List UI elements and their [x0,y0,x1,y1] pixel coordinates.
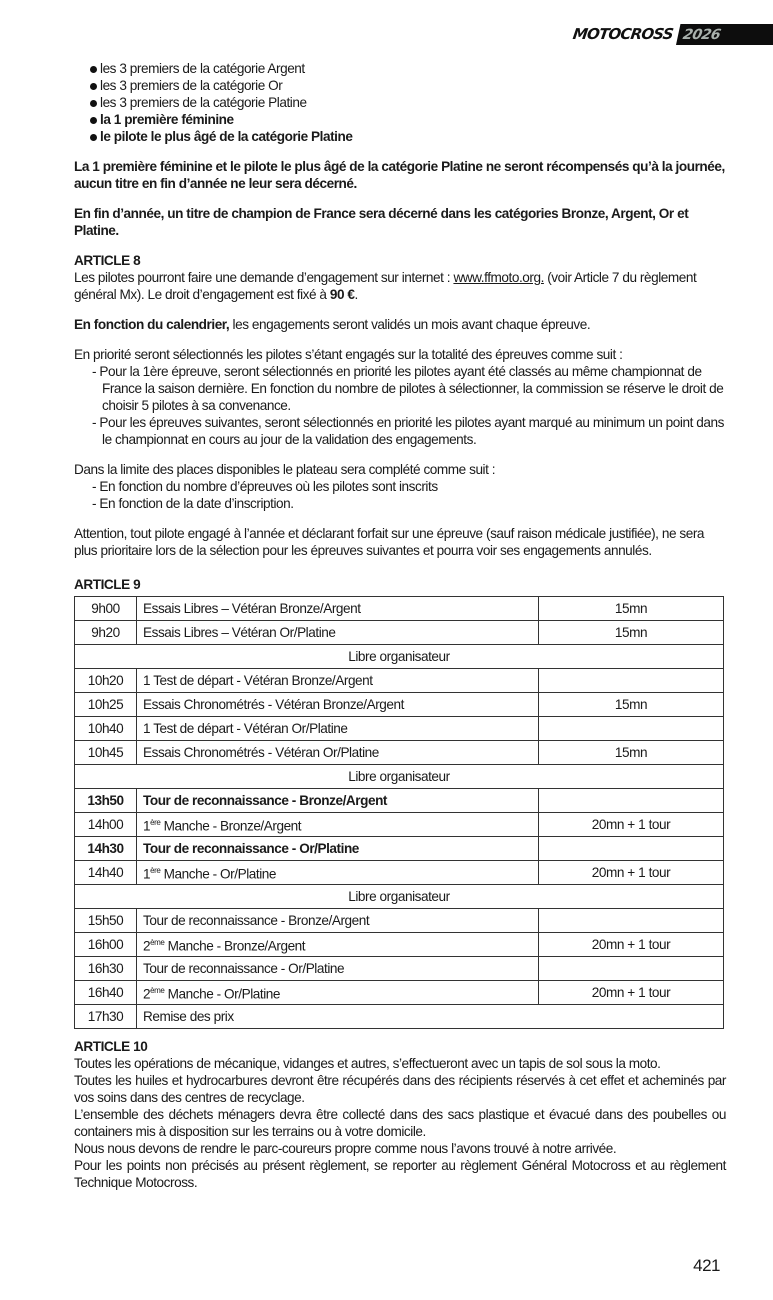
heat-number: 1 [143,818,151,834]
schedule-row [75,597,724,621]
heat-number: 2 [143,938,151,954]
ordinal-suffix: ème [150,986,165,996]
schedule-time: 14h40 [75,861,137,885]
event-label: Manche - Bronze/Argent [164,938,306,954]
award-item: les 3 premiers de la catégorie Or [90,77,726,94]
schedule-event: Tour de reconnaissance - Bronze/Argent [137,909,539,933]
ffmoto-link[interactable]: www.ffmoto.org. [453,270,544,285]
award-note: La 1 première féminine et le pilote le plus âgé de la catégorie Platine ne seront récompensés qu’à la journée, aucun titre en fin d’année ne leur sera décerné. [74,159,725,191]
schedule-table [74,596,724,1029]
award-item: le pilote le plus âgé de la catégorie Platine [90,128,726,145]
break-label: Libre organisateur [75,885,724,909]
schedule-break-row [75,645,724,669]
brand-title: MOTOCROSS [571,25,675,43]
year-badge [676,24,773,45]
schedule-row [75,789,724,813]
limit-list [74,478,726,512]
attention-paragraph: Attention, tout pilote engagé à l’année et déclarant forfait sur une épreuve (sauf raison médicale justifiée), ne sera plus prioritaire lors de la sélection pour les épreuves suivantes et pourra voir ses engagements annulés. [74,526,705,558]
schedule-row [75,981,724,1005]
schedule-row [75,933,724,957]
ordinal-suffix: ère [150,818,161,828]
priority-list [74,363,726,448]
schedule-time: 15h50 [75,909,137,933]
schedule-event [137,933,539,957]
schedule-row [75,717,724,741]
schedule-time: 16h00 [75,933,137,957]
heat-number: 2 [143,986,151,1002]
schedule-time: 17h30 [75,1005,137,1029]
ordinal-suffix: ème [150,938,165,948]
schedule-event: Tour de reconnaissance - Bronze/Argent [137,789,539,813]
award-item: les 3 premiers de la catégorie Platine [90,94,726,111]
engagement-text-end: . [354,287,358,302]
schedule-time: 9h00 [75,597,137,621]
limit-intro: Dans la limite des places disponibles le plateau sera complété comme suit : [74,462,496,477]
article-10-line: Toutes les huiles et hydrocarbures devront être récupérés dans des récipients réservés à cet effet et acheminés par vos soins dans des centres de recyclage. [74,1073,726,1105]
schedule-time: 9h20 [75,621,137,645]
schedule-row [75,741,724,765]
schedule-event: Essais Chronométrés - Vétéran Bronze/Argent [137,693,539,717]
article-8-title: ARTICLE 8 [74,253,141,268]
event-label: Manche - Or/Platine [164,986,281,1002]
priority-item: - Pour la 1ère épreuve, seront sélectionnés en priorité les pilotes ayant été classés au même championnat de France la saison dernière. En fonction du nombre de pilotes à sélectionner, la commission se réserve le droit de choisir 5 pilotes à sa convenance. [92,364,724,413]
engagement-fee: 90 € [329,287,355,302]
schedule-duration [539,957,724,981]
schedule-time: 14h00 [75,813,137,837]
priority-intro: En priorité seront sélectionnés les pilotes s’étant engagés sur la totalité des épreuves comme suit : [74,347,623,362]
schedule-duration: 20mn + 1 tour [539,861,724,885]
schedule-break-row [75,885,724,909]
schedule-duration [539,789,724,813]
article-10-line: Pour les points non précisés au présent règlement, se reporter au règlement Général Motocross et au règlement Technique Motocross. [74,1158,726,1190]
schedule-duration [539,717,724,741]
schedule-time: 10h45 [75,741,137,765]
schedule-row [75,621,724,645]
limit-item: - En fonction de la date d’inscription. [92,496,294,511]
year-label: 2026 [681,26,722,42]
schedule-event: Tour de reconnaissance - Or/Platine [137,837,539,861]
schedule-event: Essais Chronométrés - Vétéran Or/Platine [137,741,539,765]
schedule-event [137,813,539,837]
awards-list [90,60,726,145]
article-9 [74,576,726,1029]
schedule-event: Essais Libres – Vétéran Or/Platine [137,621,539,645]
schedule-duration [539,837,724,861]
article-10-line: Toutes les opérations de mécanique, vidanges et autres, s’effectueront avec un tapis de sol sous la moto. [74,1056,661,1071]
schedule-time: 13h50 [75,789,137,813]
schedule-duration: 15mn [539,693,724,717]
schedule-event: Remise des prix [137,1005,724,1029]
article-10-line: L’ensemble des déchets ménagers devra être collecté dans des sacs plastique et évacué dans des poubelles ou containers mis à disposition sur les terrains ou à votre domicile. [74,1107,726,1139]
schedule-time: 16h30 [75,957,137,981]
schedule-duration: 15mn [539,621,724,645]
article-9-title: ARTICLE 9 [74,577,141,592]
break-label: Libre organisateur [75,645,724,669]
document-body [74,60,726,1191]
schedule-row [75,669,724,693]
schedule-duration: 15mn [539,741,724,765]
champion-note: En fin d’année, un titre de champion de France sera décerné dans les catégories Bronze, Argent, Or et Platine. [74,206,689,238]
schedule-row [75,909,724,933]
calendar-paragraph [74,316,726,333]
award-item: les 3 premiers de la catégorie Argent [90,60,726,77]
schedule-break-row [75,765,724,789]
schedule-time: 10h25 [75,693,137,717]
ordinal-suffix: ère [150,866,161,876]
event-label: Manche - Bronze/Argent [160,818,302,834]
engagement-text-cont: (voir Article 7 du règlement général Mx). Le droit d’engagement est fixé à [74,270,697,302]
article-10-line: Nous nous devons de rendre le parc-coureurs propre comme nous l’avons trouvé à notre arrivée. [74,1141,617,1156]
schedule-event: Essais Libres – Vétéran Bronze/Argent [137,597,539,621]
schedule-time: 10h20 [75,669,137,693]
schedule-row [75,813,724,837]
schedule-event [137,861,539,885]
schedule-time: 14h30 [75,837,137,861]
event-label: Manche - Or/Platine [160,866,277,882]
schedule-duration: 20mn + 1 tour [539,981,724,1005]
schedule-event: 1 Test de départ - Vétéran Or/Platine [137,717,539,741]
schedule-event: 1 Test de départ - Vétéran Bronze/Argent [137,669,539,693]
break-label: Libre organisateur [75,765,724,789]
schedule-row [75,837,724,861]
schedule-row [75,861,724,885]
schedule-event [137,981,539,1005]
priority-item: - Pour les épreuves suivantes, seront sélectionnés en priorité les pilotes ayant marqué au minimum un point dans le championnat en cours au jour de la validation des engagements. [92,415,724,447]
calendar-text: les engagements seront validés un mois avant chaque épreuve. [229,317,591,332]
schedule-duration [539,909,724,933]
page-number: 421 [693,1256,720,1275]
heat-number: 1 [143,866,151,882]
schedule-row [75,1005,724,1029]
schedule-row [75,957,724,981]
calendar-bold: En fonction du calendrier, [74,317,230,332]
article-8 [74,252,726,559]
award-item: la 1 première féminine [90,111,726,128]
page-header [573,22,773,46]
engagement-text: Les pilotes pourront faire une demande d’engagement sur internet : [74,270,454,285]
schedule-event: Tour de reconnaissance - Or/Platine [137,957,539,981]
article-10-title: ARTICLE 10 [74,1039,148,1054]
schedule-row [75,693,724,717]
limit-item: - En fonction du nombre d’épreuves où les pilotes sont inscrits [92,479,438,494]
schedule-time: 10h40 [75,717,137,741]
schedule-duration: 20mn + 1 tour [539,813,724,837]
article-10 [74,1038,726,1191]
schedule-duration [539,669,724,693]
schedule-time: 16h40 [75,981,137,1005]
engagement-paragraph [74,269,726,303]
schedule-duration: 15mn [539,597,724,621]
schedule-duration: 20mn + 1 tour [539,933,724,957]
